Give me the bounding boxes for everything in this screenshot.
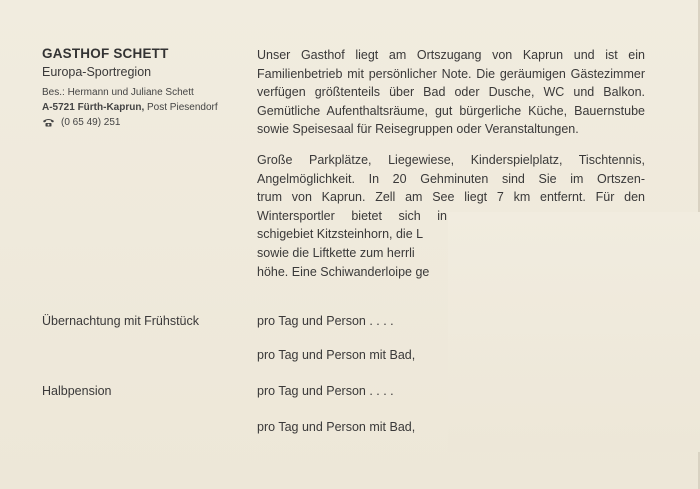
description-line: höhe. Eine Schiwanderloipe ge — [257, 264, 430, 279]
address-bold: A-5721 Fürth-Kaprun, — [42, 102, 145, 113]
price-row-1: pro Tag und Person . . . . — [257, 314, 394, 328]
description-line: schigebiet Kitzsteinhorn, die L — [257, 227, 424, 242]
address-line — [42, 100, 252, 115]
description-line: Angelmöglichkeit. In 20 Gehminuten sind Sie im Ortszen- — [257, 171, 645, 186]
description-line: Große Parkplätze, Liegewiese, Kinderspielplatz, Tischtennis, — [257, 152, 645, 167]
telephone-icon — [42, 118, 55, 127]
address-post: Post Piesendorf — [147, 102, 218, 113]
description-line: trum von Kaprun. Zell am See liegt 7 km entfernt. Für den — [257, 190, 645, 205]
blank-area — [448, 212, 700, 452]
phone-line — [42, 115, 252, 130]
hotel-info — [42, 46, 252, 130]
halfboard-label: Halbpension — [42, 384, 112, 398]
hotel-title: GASTHOF SCHETT — [42, 46, 169, 61]
region-subtitle: Europa-Sportregion — [42, 65, 152, 79]
phone-number: (0 65 49) 251 — [61, 117, 121, 128]
description-paragraph-1: Unser Gasthof liegt am Ortszugang von Kaprun und ist ein Familienbetrieb mit persönlicher Note. Die geräumigen Gästezimmer verfügen größtenteils über Bad oder Dusche, WC und Balkon. Gemütliche Aufenthaltsräume, gut bürgerliche Küche, Bauernstube sowie Speisesaal für Reisegruppen oder Veranstaltungen. — [257, 48, 645, 137]
description-line: Wintersportler bietet sich in — [257, 208, 447, 223]
price-row-3: pro Tag und Person . . . . — [257, 384, 394, 398]
owners-line: Bes.: Hermann und Juliane Schett — [42, 87, 194, 98]
price-row-4: pro Tag und Person mit Bad, — [257, 420, 416, 434]
price-row-2: pro Tag und Person mit Bad, — [257, 348, 416, 362]
overnight-label: Übernachtung mit Frühstück — [42, 314, 200, 328]
description-line: sowie die Liftkette zum herrli — [257, 245, 415, 260]
